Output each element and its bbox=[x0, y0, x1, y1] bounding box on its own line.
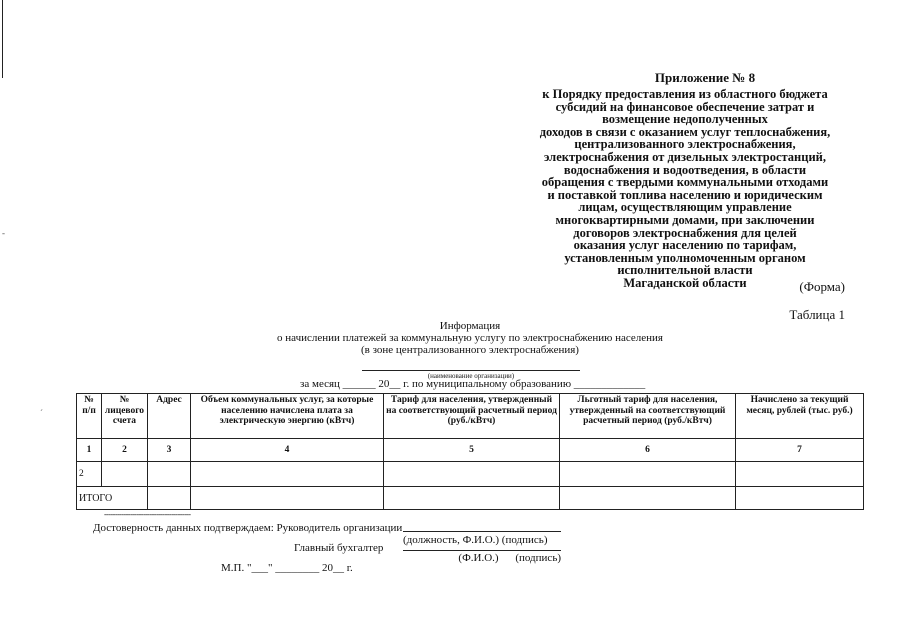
info-line: о начислении платежей за коммунальную услугу по электроснабжению населения bbox=[276, 332, 663, 344]
signature-caption: (подпись) bbox=[515, 552, 561, 564]
table-cell bbox=[560, 462, 736, 487]
appendix-header bbox=[520, 70, 850, 290]
table-cell bbox=[736, 487, 864, 510]
appendix-line: установленным уполномоченным органом bbox=[564, 250, 806, 265]
appendix-line: исполнительной власти bbox=[617, 263, 753, 278]
appendix-line: к Порядку предоставления из областного бюджета bbox=[542, 87, 828, 101]
row-number-cell: 2 bbox=[77, 462, 102, 487]
appendix-line: водоснабжения и водоотведения, в области bbox=[563, 162, 807, 177]
head-signature-caption: (должность, Ф.И.О.) (подпись) bbox=[403, 531, 561, 546]
page-edge-line bbox=[2, 0, 3, 78]
appendix-line: электроснабжения от дизельных электростанций, bbox=[544, 149, 826, 164]
accountant-signature-caption bbox=[403, 550, 561, 564]
total-row bbox=[77, 487, 864, 510]
col-number: 2 bbox=[102, 439, 148, 462]
confirmation-text: Достоверность данных подтверждаем: Руководитель организации bbox=[93, 522, 403, 534]
table-cell bbox=[102, 462, 148, 487]
info-title: Информация bbox=[439, 320, 501, 332]
appendix-title: Приложение № 8 bbox=[654, 70, 756, 85]
col-number: 5 bbox=[384, 439, 560, 462]
table-cell bbox=[148, 487, 191, 510]
appendix-line: возмещение недополученных bbox=[602, 112, 768, 127]
table-cell bbox=[191, 487, 384, 510]
appendix-line: и поставкой топлива населению и юридическим bbox=[547, 187, 823, 202]
margin-tick: ˊ bbox=[40, 408, 43, 418]
col-number: 3 bbox=[148, 439, 191, 462]
table-cell bbox=[384, 487, 560, 510]
table-row bbox=[77, 462, 864, 487]
appendix-line: Магаданской области bbox=[623, 275, 747, 290]
col-header: Объем коммунальных услуг, за которые населению начислена плата за электрическую энергию (кВтч) bbox=[191, 394, 384, 439]
col-header: Адрес bbox=[148, 394, 191, 439]
total-label: ИТОГО bbox=[77, 487, 148, 510]
table-cell bbox=[736, 462, 864, 487]
col-number: 6 bbox=[560, 439, 736, 462]
col-header: Тариф для населения, утвержденный на соответствующий расчетный период (руб./кВтч) bbox=[384, 394, 560, 439]
table-cell bbox=[384, 462, 560, 487]
margin-tick: - bbox=[2, 228, 5, 238]
col-header: № п/п bbox=[77, 394, 102, 439]
col-header: № лицевого счета bbox=[102, 394, 148, 439]
col-number: 7 bbox=[736, 439, 864, 462]
table-cell bbox=[191, 462, 384, 487]
table-header-row bbox=[77, 394, 864, 439]
col-header: Начислено за текущий месяц, рублей (тыс. руб.) bbox=[736, 394, 864, 439]
table-cell bbox=[560, 487, 736, 510]
appendix-line: субсидий на финансовое обеспечение затрат и bbox=[555, 99, 815, 114]
appendix-line: централизованного электроснабжения, bbox=[574, 137, 796, 152]
col-number: 1 bbox=[77, 439, 102, 462]
month-line: за месяц ______ 20__ г. по муниципальному образованию _____________ bbox=[300, 378, 646, 390]
form-label: (Форма) bbox=[799, 279, 845, 294]
column-number-row bbox=[77, 439, 864, 462]
appendix-line: многоквартирными домами, при заключении bbox=[555, 212, 815, 227]
table-cell bbox=[148, 462, 191, 487]
appendix-line: лицам, осуществляющим управление bbox=[578, 200, 792, 215]
org-name-caption: (наименование организации) bbox=[362, 370, 580, 380]
info-block bbox=[230, 320, 710, 356]
appendix-line: оказания услуг населению по тарифам, bbox=[573, 238, 797, 253]
table-number: Таблица 1 bbox=[789, 307, 845, 322]
name-caption: (Ф.И.О.) bbox=[458, 552, 499, 564]
info-line: (в зоне централизованного электроснабжения) bbox=[361, 344, 579, 356]
appendix-line: договоров электроснабжения для целей bbox=[573, 225, 797, 240]
dash-separator: ---------------------------------------- bbox=[104, 510, 191, 519]
appendix-line: доходов в связи с оказанием услуг теплоснабжения, bbox=[539, 124, 831, 139]
col-number: 4 bbox=[191, 439, 384, 462]
stamp-date-line: М.П. "___" ________ 20__ г. bbox=[221, 562, 353, 574]
col-header: Льготный тариф для населения, утвержденный на соответствующий расчетный период (руб./кВтч) bbox=[560, 394, 736, 439]
chief-accountant-label: Главный бухгалтер bbox=[294, 542, 384, 554]
appendix-line: обращения с твердыми коммунальными отходами bbox=[541, 175, 829, 190]
payments-table bbox=[76, 393, 864, 510]
